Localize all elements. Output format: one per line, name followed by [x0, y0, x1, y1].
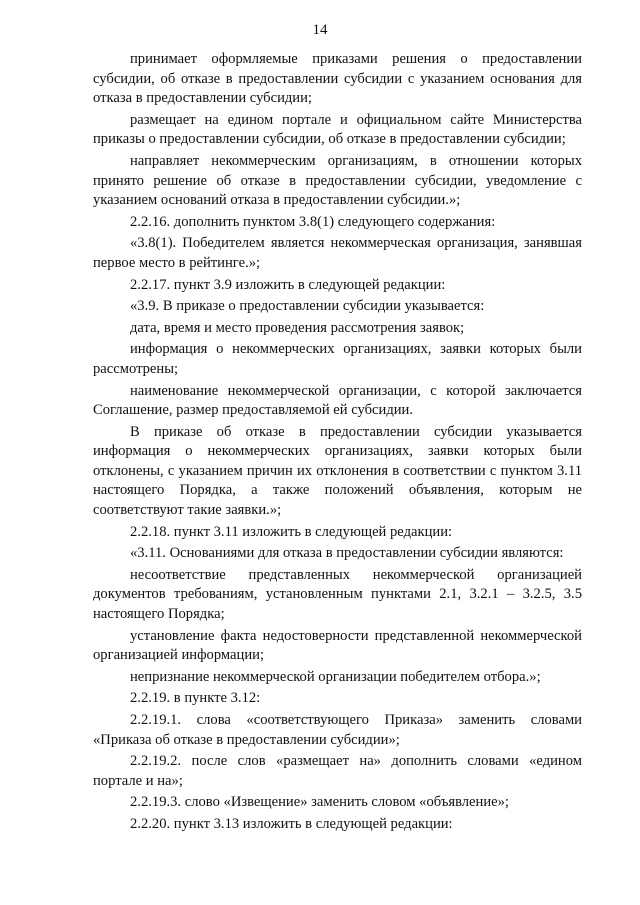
- paragraph: информация о некоммерческих организациях, заявки которых были рассмотрены;: [93, 341, 582, 377]
- paragraph: 2.2.19.1. слова «соответствующего Приказа» заменить словами «Приказа об отказе в предоставлении субсидии»;: [93, 712, 582, 748]
- paragraph: непризнание некоммерческой организации победителем отбора.»;: [130, 668, 541, 685]
- paragraph: несоответствие представленных некоммерческой организацией документов требованиям, установленным пунктами 2.1, 3.2.1 – 3.2.5, 3.5 настоящего Порядка;: [93, 566, 582, 623]
- document-body: [93, 50, 582, 835]
- paragraph: размещает на едином портале и официальном сайте Министерства приказы о предоставлении субсидии, об отказе в предоставлении субсидии;: [93, 111, 582, 148]
- paragraph: установление факта недостоверности представленной некоммерческой организацией информации;: [93, 627, 582, 664]
- paragraph: 2.2.20. пункт 3.13 изложить в следующей редакции:: [130, 815, 453, 832]
- paragraph: 2.2.19.3. слово «Извещение» заменить словом «объявление»;: [130, 794, 509, 811]
- paragraph: 2.2.16. дополнить пунктом 3.8(1) следующего содержания:: [130, 213, 496, 230]
- paragraph: «3.8(1). Победителем является некоммерческая организация, занявшая первое место в рейтинге.»;: [93, 235, 582, 271]
- paragraph: «3.9. В приказе о предоставлении субсидии указывается:: [130, 298, 485, 315]
- paragraph: 2.2.17. пункт 3.9 изложить в следующей редакции:: [130, 276, 446, 293]
- paragraph: направляет некоммерческим организациям, в отношении которых принято решение об отказе в предоставлении субсидии, уведомление с указанием оснований отказа в предоставлении субсидии.»;: [93, 152, 582, 209]
- paragraph: 2.2.19. в пункте 3.12:: [130, 690, 261, 707]
- paragraph: принимает оформляемые приказами решения о предоставлении субсидии, об отказе в предоставлении субсидии с указанием основания для отказа в предоставлении субсидии;: [93, 51, 582, 107]
- page-number: 14: [312, 22, 328, 38]
- paragraph: 2.2.18. пункт 3.11 изложить в следующей редакции:: [130, 523, 453, 540]
- paragraph: наименование некоммерческой организации, с которой заключается Соглашение, размер предоставляемой ей субсидии.: [93, 382, 582, 419]
- paragraph: дата, время и место проведения рассмотрения заявок;: [130, 319, 465, 336]
- paragraph: В приказе об отказе в предоставлении субсидии указывается информация о некоммерческих организациях, заявки которых были отклонены, с указанием причин их отклонения в соответствии с пунктом 3.11 настоящего Порядка, а также положений объявления, которым не соответствуют такие заявки.»;: [93, 423, 582, 519]
- paragraph: «3.11. Основаниями для отказа в предоставлении субсидии являются:: [130, 545, 564, 562]
- paragraph: 2.2.19.2. после слов «размещает на» дополнить словами «едином портале и на»;: [93, 753, 582, 789]
